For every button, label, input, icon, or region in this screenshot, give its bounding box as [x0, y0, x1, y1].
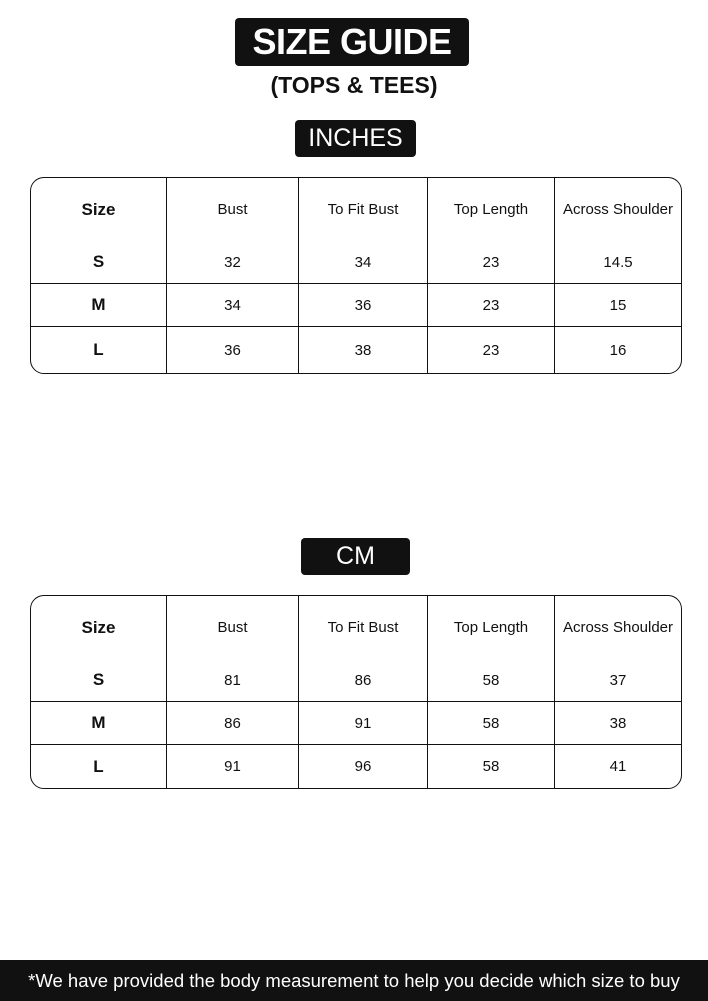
- size-cell: S: [31, 659, 167, 702]
- footer-note: *We have provided the body measurement to help you decide which size to buy: [0, 960, 708, 1001]
- table-row: [31, 659, 681, 702]
- top-length-cell: 23: [428, 241, 555, 284]
- bust-cell: 91: [167, 745, 299, 788]
- table-row: [31, 241, 681, 284]
- size-cell: S: [31, 241, 167, 284]
- top-length-cell: 58: [428, 659, 555, 702]
- to-fit-bust-cell: 36: [299, 284, 428, 327]
- to-fit-bust-cell: 34: [299, 241, 428, 284]
- table-row: [31, 327, 681, 373]
- across-shoulder-cell: 15: [555, 284, 681, 327]
- size-cell: L: [31, 327, 167, 373]
- top-length-cell: 58: [428, 745, 555, 788]
- to-fit-bust-cell: 96: [299, 745, 428, 788]
- bust-cell: 34: [167, 284, 299, 327]
- bust-cell: 86: [167, 702, 299, 745]
- size-cell: M: [31, 702, 167, 745]
- column-header-bust: Bust: [167, 178, 299, 241]
- to-fit-bust-cell: 38: [299, 327, 428, 373]
- bust-cell: 36: [167, 327, 299, 373]
- table-row: [31, 702, 681, 745]
- top-length-cell: 58: [428, 702, 555, 745]
- table-header-row: [31, 596, 681, 659]
- size-cell: M: [31, 284, 167, 327]
- across-shoulder-cell: 14.5: [555, 241, 681, 284]
- column-header-size: Size: [31, 596, 167, 659]
- table-row: [31, 284, 681, 327]
- top-length-cell: 23: [428, 284, 555, 327]
- bust-cell: 32: [167, 241, 299, 284]
- column-header-to-fit-bust: To Fit Bust: [299, 596, 428, 659]
- column-header-across-shoulder: Across Shoulder: [562, 618, 674, 636]
- page-subtitle: (TOPS & TEES): [270, 72, 438, 98]
- column-header-bust: Bust: [167, 596, 299, 659]
- size-cell: L: [31, 745, 167, 788]
- bust-cell: 81: [167, 659, 299, 702]
- across-shoulder-cell: 41: [609, 758, 627, 775]
- column-header-size: Size: [31, 178, 167, 241]
- inches-size-table: [30, 177, 682, 374]
- column-header-top-length: Top Length: [428, 596, 555, 659]
- to-fit-bust-cell: 91: [299, 702, 428, 745]
- top-length-cell: 23: [428, 327, 555, 373]
- across-shoulder-cell: 37: [555, 659, 681, 702]
- table-row: [31, 745, 681, 788]
- column-header-top-length: Top Length: [428, 178, 555, 241]
- column-header-across-shoulder: Across Shoulder: [562, 200, 674, 218]
- across-shoulder-cell: 16: [609, 341, 627, 359]
- cm-section-label: CM: [301, 538, 410, 575]
- inches-section-label: INCHES: [295, 120, 416, 157]
- table-header-row: [31, 178, 681, 241]
- page-title: SIZE GUIDE: [235, 18, 469, 66]
- across-shoulder-cell: 38: [555, 702, 681, 745]
- cm-size-table: [30, 595, 682, 789]
- to-fit-bust-cell: 86: [299, 659, 428, 702]
- column-header-to-fit-bust: To Fit Bust: [299, 178, 428, 241]
